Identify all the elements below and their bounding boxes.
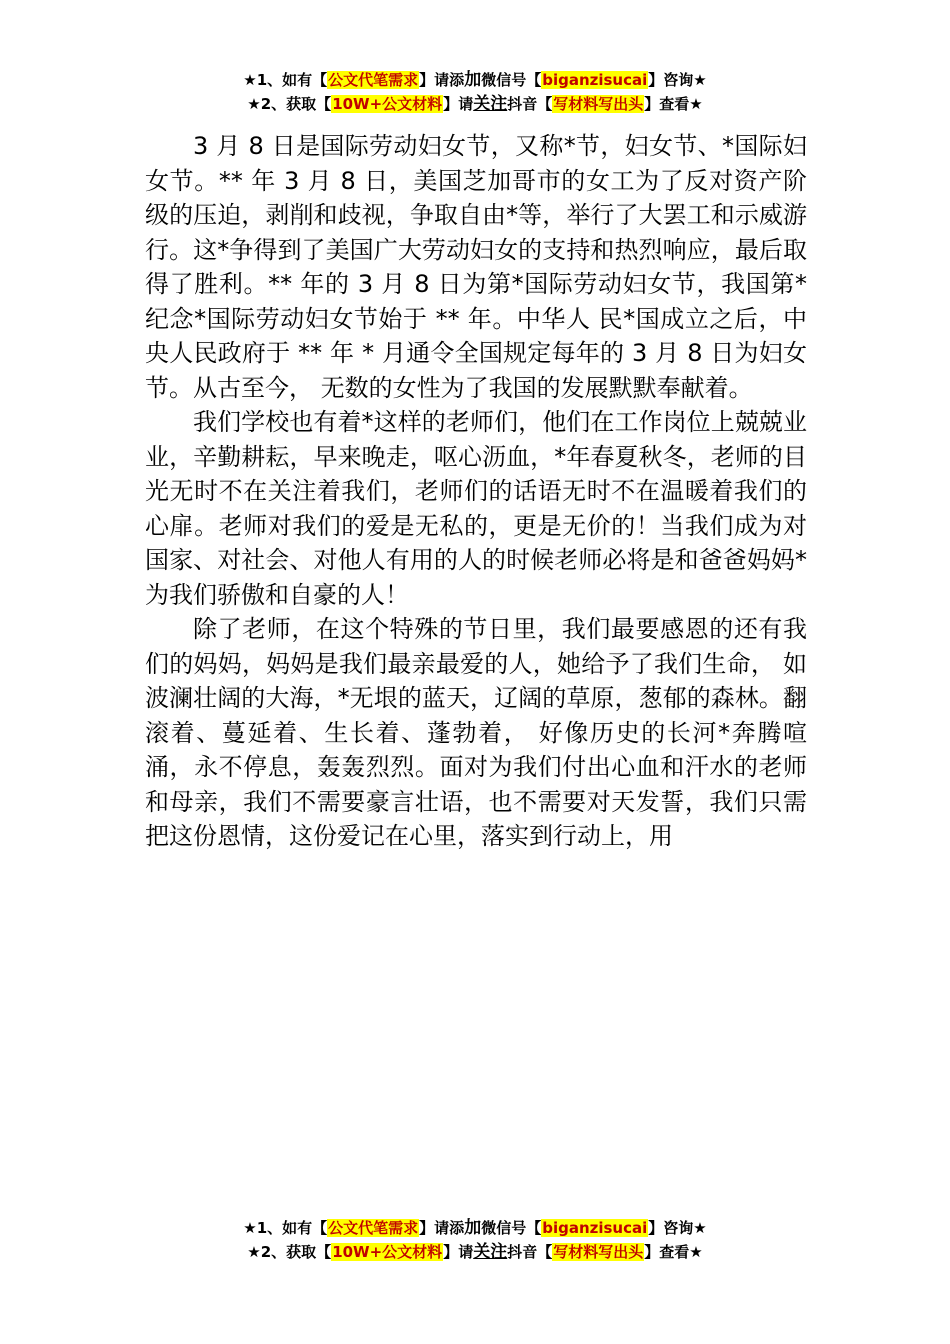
highlight-douyin: 写材料写出头 [553,95,644,113]
highlight-materials: 10W+公文材料 [332,95,443,113]
header-text: 加 [464,70,482,90]
paragraph-2: 我们学校也有着*这样的老师们，他们在工作岗位上兢兢业业，辛勤耕耘，早来晚走，呕心沥血，*年春夏秋冬，老师的目光无时不在关注着我们，老师们的话语无时不在温暖着我们的心扉。老师对我们的爱是无私的，更是无价的！当我们成为对国家、对社会、对他人有用的人的时候老师必将是和爸爸妈妈*为我们骄傲和自豪的人！ [145,408,807,609]
footer-line-1 [0,1216,950,1240]
footer-text: ★2、获取【 [247,1243,332,1261]
header-text: 微信号【 [481,71,542,89]
highlight-materials: 10W+公文材料 [332,1243,443,1261]
header-text: 】咨询★ [648,71,707,89]
footer-text: ★1、如有【 [243,1219,328,1237]
highlight-service: 公文代笔需求 [328,71,419,89]
header-text: 关注 [473,94,508,114]
header-banner [0,68,950,116]
highlight-service: 公文代笔需求 [328,1219,419,1237]
document-body [145,129,807,854]
header-text: 】请 [443,95,474,113]
footer-text: 】请添 [419,1219,465,1237]
footer-text: 微信号【 [481,1219,542,1237]
paragraph-1: 3 月 8 日是国际劳动妇女节，又称*节，妇女节、*国际妇女节。** 年 3 月 8 日，美国芝加哥市的女工为了反对资产阶级的压迫，剥削和歧视，争取自由*等，举行了大罢工和示威游行。这*争得到了美国广大劳动妇女的支持和热烈响应，最后取得了胜利。** 年的 3 月 8 日为第*国际劳动妇女节，我国第*纪念*国际劳动妇女节始于 ** 年。中华人 民*国成立之后，中央人民政府于 ** 年 * 月通令全国规定每年的 3 月 8 日为妇女节。从古至今， 无数的女性为了我国的发展默默奉献着。 [145,132,807,402]
highlight-wechat-id: biganzisucai [542,71,648,89]
header-text: 抖音【 [507,95,553,113]
header-line-1 [0,68,950,92]
header-text: 】请添 [419,71,465,89]
footer-banner [0,1216,950,1264]
header-text: 】查看★ [644,95,703,113]
footer-text: 加 [464,1218,482,1238]
footer-text: 】请 [443,1243,474,1261]
footer-text: 关注 [473,1242,508,1262]
footer-text: 】咨询★ [648,1219,707,1237]
header-text: ★2、获取【 [247,95,332,113]
header-line-2 [0,92,950,116]
highlight-wechat-id: biganzisucai [542,1219,648,1237]
paragraph-3: 除了老师，在这个特殊的节日里，我们最要感恩的还有我们的妈妈，妈妈是我们最亲最爱的人，她给予了我们生命， 如波澜壮阔的大海，*无垠的蓝天，辽阔的草原，葱郁的森林。翻滚着、蔓延着、生长着、蓬勃着， 好像历史的长河*奔腾喧涌，永不停息，轰轰烈烈。面对为我们付出心血和汗水的老师和母亲，我们不需要豪言壮语，也不需要对天发誓，我们只需把这份恩情，这份爱记在心里，落实到行动上，用 [145,615,807,850]
footer-text: 】查看★ [644,1243,703,1261]
footer-text: 抖音【 [507,1243,553,1261]
highlight-douyin: 写材料写出头 [553,1243,644,1261]
footer-line-2 [0,1240,950,1264]
header-text: ★1、如有【 [243,71,328,89]
